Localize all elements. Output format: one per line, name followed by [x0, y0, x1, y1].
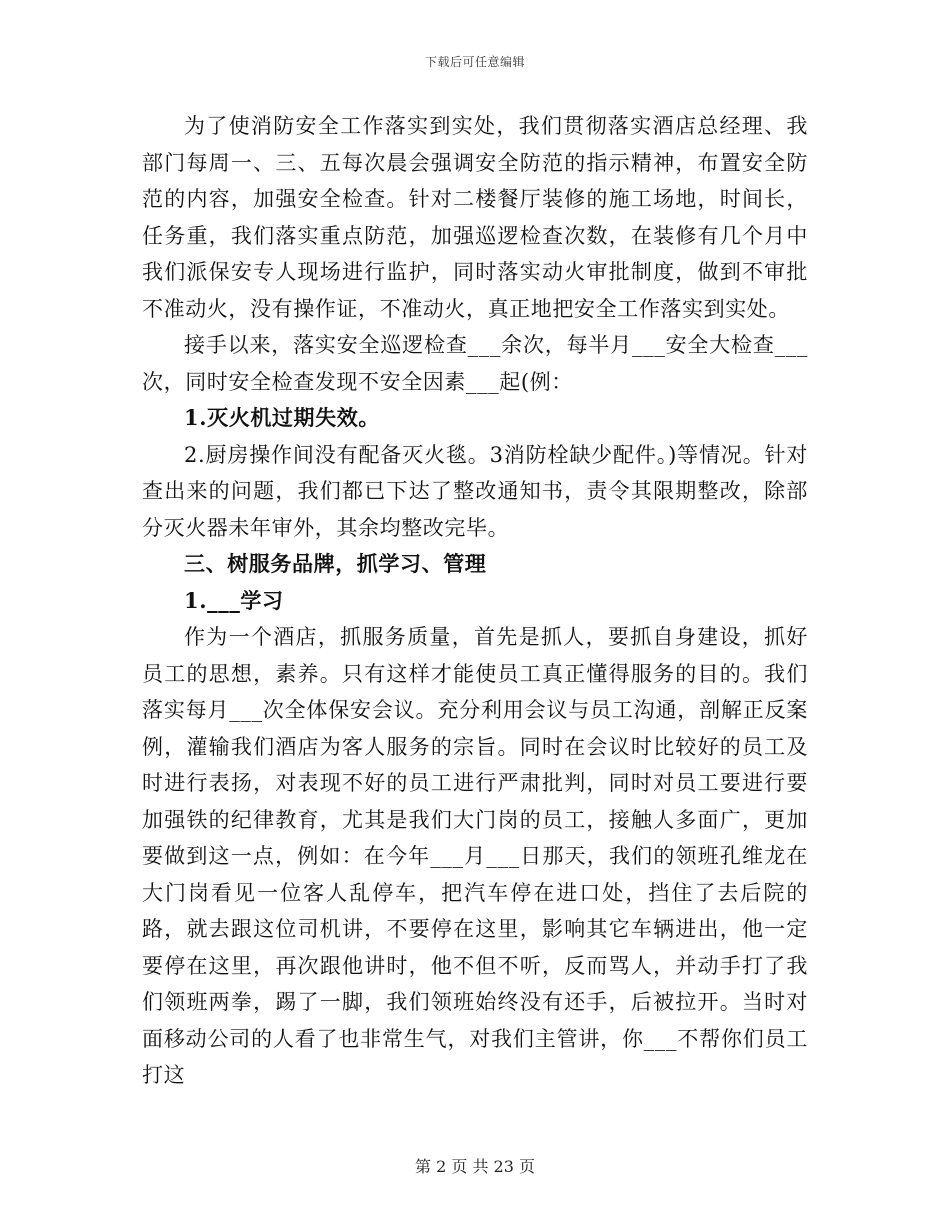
list-item-heading: 1.灭火机过期失效。: [184, 405, 380, 430]
subsection-heading: 1.___学习: [184, 587, 284, 613]
page-footer: 第 2 页 共 23 页: [415, 1157, 535, 1176]
paragraph: 作为一个酒店，抓服务质量，首先是抓人，要抓自身建设，抓好员工的思想，素养。只有这样才能使员工真正懂得服务的目的。我们落实每月___次全体保安会议。充分利用会议与员工沟通，剖解正反案例，灌输我们酒店为客人服务的宗旨。同时在会议时比较好的员工及时进行表扬，对表现不好的员工进行严肃批判，同时对员工要进行要加强铁的纪律教育，尤其是我们大门岗的员工，接触人多面广，更加要做到这一点，例如：在今年___月___日那天，我们的领班孔维龙在大门岗看见一位客人乱停车，把汽车停在进口处，挡住了去后院的路，就去跟这位司机讲，不要停在这里，影响其它车辆进出，他一定要停在这里，再次跟他讲时，他不但不听，反而骂人，并动手打了我们领班两拳，踢了一脚，我们领班始终没有还手，后被拉开。当时对面移动公司的人看了也非常生气，对我们主管讲，你___不帮你们员工打这: [142, 625, 808, 1087]
document-body: [142, 108, 808, 1094]
paragraph: 接手以来，落实安全巡逻检查___余次，每半月___安全大检查___次，同时安全检查发现不安全因素___起(例：: [142, 333, 808, 394]
paragraph: 为了使消防安全工作落实到实处，我们贯彻落实酒店总经理、我部门每周一、三、五每次晨会强调安全防范的指示精神，布置安全防范的内容，加强安全检查。针对二楼餐厅装修的施工场地，时间长，任务重，我们落实重点防范，加强巡逻检查次数，在装修有几个月中我们派保安专人现场进行监护，同时落实动火审批制度，做到不审批不准动火，没有操作证，不准动火，真正地把安全工作落实到实处。: [142, 114, 808, 321]
section-heading: 三、树服务品牌，抓学习、管理: [184, 551, 487, 576]
paragraph: 2.厨房操作间没有配备灭火毯。3消防栓缺少配件。)等情况。针对查出来的问题，我们都已下达了整改通知书，责令其限期整改，除部分灭火器未年审外，其余均整改完毕。: [142, 442, 808, 540]
page-header: 下载后可任意编辑: [424, 55, 525, 69]
